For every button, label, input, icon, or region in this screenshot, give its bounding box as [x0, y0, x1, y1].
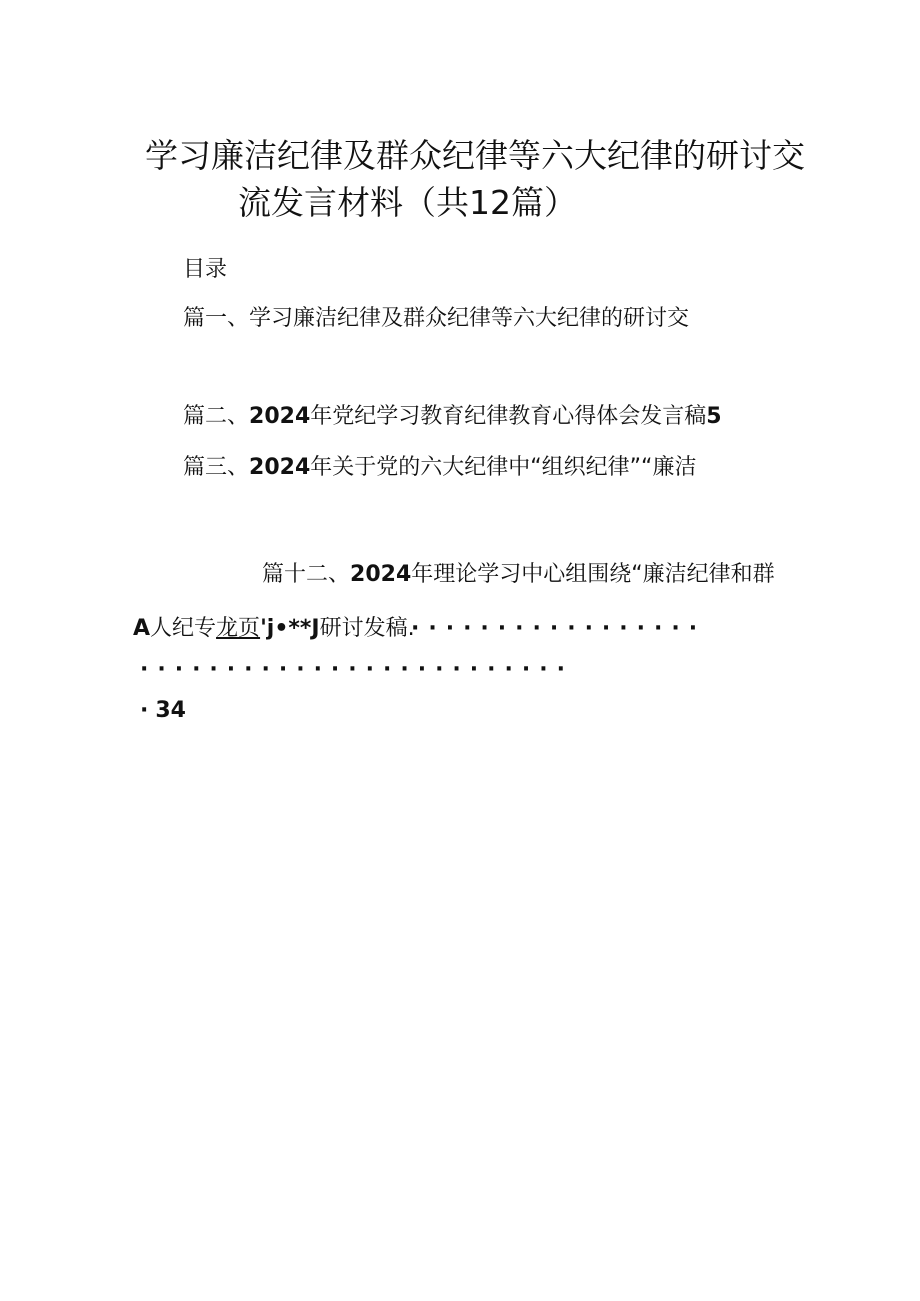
toc-entry-text: 年党纪学习教育纪律教育心得体会发言稿 — [310, 404, 707, 429]
document-title-line-1: 学习廉洁纪律及群众纪律等六大纪律的研讨交 — [145, 136, 805, 175]
page-number: 34 — [155, 698, 186, 723]
toc-entry-page-number: 5 — [706, 404, 722, 429]
toc-entry-12[interactable] — [262, 561, 775, 589]
continuation-underlined: 龙页 — [216, 616, 261, 641]
toc-entry-12-continuation — [133, 615, 415, 643]
toc-entry-prefix: 篇二、 — [183, 404, 250, 429]
continuation-lead: A — [133, 616, 151, 641]
toc-entry-1[interactable] — [183, 305, 689, 333]
toc-entry-prefix: 篇十二、 — [262, 562, 351, 587]
toc-entry-text: 年关于党的六大纪律中“组织纪律”“廉洁 — [310, 455, 697, 480]
continuation-mid: 人纪专 — [150, 616, 217, 641]
toc-entry-12-page — [140, 697, 186, 725]
toc-entry-prefix: 篇一、 — [183, 306, 250, 331]
toc-entry-3[interactable] — [183, 454, 696, 482]
document-title-line-2: 流发言材料（共12篇） — [238, 183, 577, 222]
toc-entry-text: 年理论学习中心组围绕“廉洁纪律和群 — [411, 562, 775, 587]
toc-heading: 目录 — [183, 257, 228, 282]
toc-entry-year: 2024 — [249, 404, 311, 429]
continuation-tail: 研讨发稿. — [319, 616, 415, 641]
toc-entry-2[interactable] — [183, 403, 722, 431]
leader-dots-line-1: ················· — [411, 616, 707, 641]
toc-entry-prefix: 篇三、 — [183, 455, 250, 480]
leader-dots-line-2: ························· — [140, 657, 574, 682]
page-number-prefix: · — [140, 698, 149, 723]
toc-entry-year: 2024 — [350, 562, 412, 587]
continuation-garbled: 'j•**J — [260, 616, 320, 641]
toc-entry-year: 2024 — [249, 455, 311, 480]
toc-entry-text: 学习廉洁纪律及群众纪律等六大纪律的研讨交 — [249, 306, 690, 331]
